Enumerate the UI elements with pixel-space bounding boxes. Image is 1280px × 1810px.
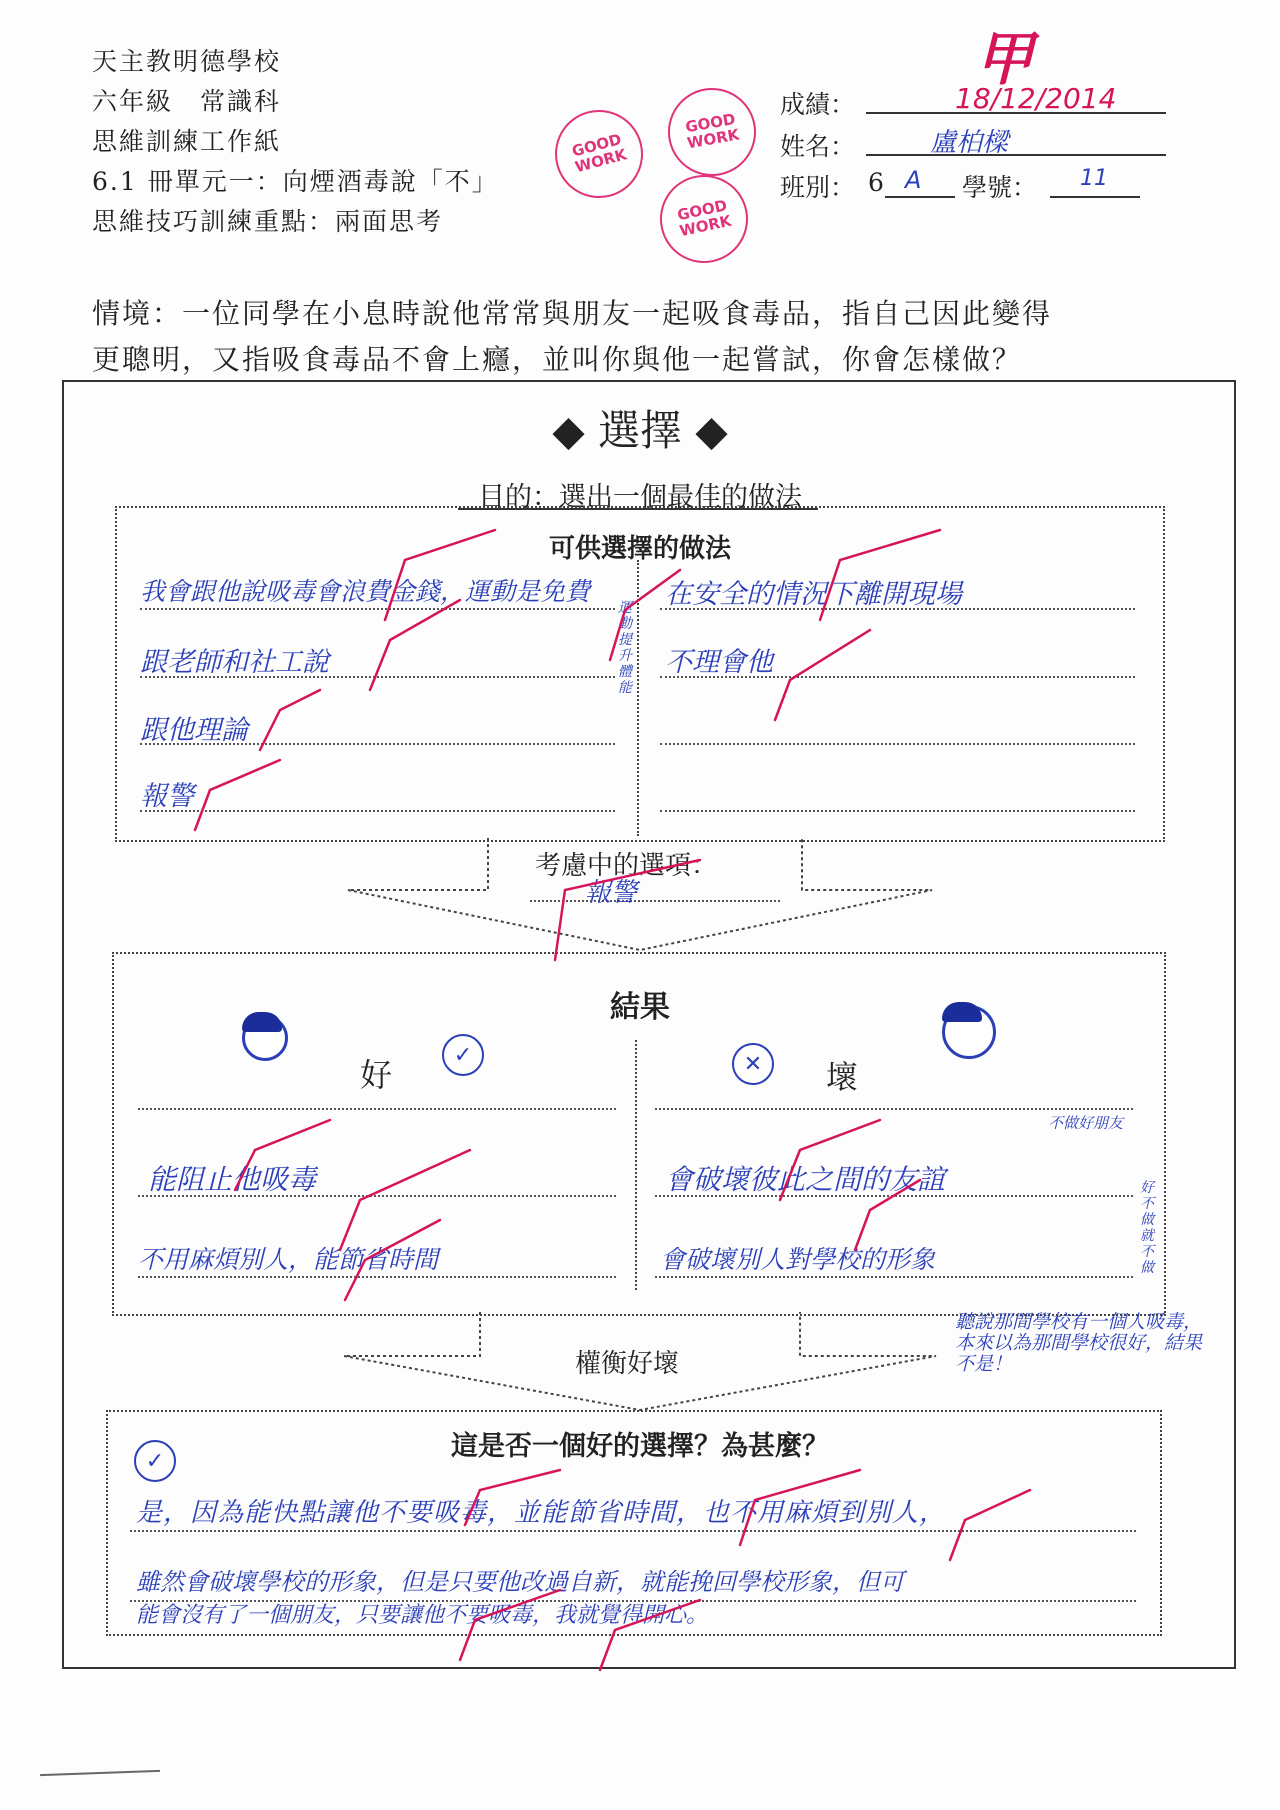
- considering-line: [530, 900, 780, 902]
- number-label: 學號：: [962, 173, 1038, 202]
- good-item-2: 不用麻煩別人，能節省時間: [138, 1245, 439, 1274]
- option-line: [140, 810, 615, 812]
- good-item-1: 能阻止他吸毒: [148, 1163, 317, 1196]
- conclusion-title: 這是否一個好的選擇？為甚麼？: [451, 1431, 829, 1462]
- bad-item-1: 會破壞彼此之間的友誼: [665, 1163, 946, 1196]
- grade-date: 18/12/2014: [955, 82, 1117, 115]
- conclusion-line: [130, 1530, 1136, 1532]
- options-divider: [637, 560, 639, 836]
- conclusion-check-icon: ✓: [134, 1440, 176, 1482]
- class-value: A: [905, 166, 922, 194]
- class-label: 班別：: [780, 173, 856, 202]
- bad-note-top: 不做好朋友: [1048, 1114, 1124, 1132]
- name-line: [866, 154, 1166, 156]
- good-label: 好: [360, 1056, 393, 1094]
- number-value: 11: [1080, 166, 1108, 191]
- weigh-label: 權衡好壞: [575, 1349, 680, 1379]
- option-line: [660, 743, 1135, 745]
- sad-face-icon: [942, 1005, 996, 1059]
- unit-title: 6.1 冊單元一：向煙酒毒說「不」: [92, 167, 499, 196]
- grade-label: 成績：: [780, 90, 856, 119]
- bad-line: [655, 1108, 1133, 1110]
- good-check-icon: ✓: [442, 1034, 484, 1076]
- corner-pen-stroke: [40, 1770, 160, 1776]
- bad-note-side: 好不做就不做: [1140, 1180, 1154, 1276]
- grade-subject: 六年級 常識科: [92, 87, 282, 116]
- name-label: 姓名：: [780, 132, 856, 161]
- bad-cross-icon: ✕: [732, 1043, 774, 1085]
- option-left-1: 我會跟他說吸毒會浪費金錢，運動是免費: [140, 577, 591, 606]
- good-work-stamp: GOOD WORK: [661, 81, 763, 183]
- result-divider: [635, 1040, 637, 1290]
- name-value: 盧柏樑: [930, 128, 1009, 158]
- good-line: [138, 1108, 616, 1110]
- good-work-stamp: GOOD WORK: [652, 167, 756, 271]
- bad-note-bottom: 聽說那間學校有一個人吸毒，本來以為那間學校很好，結果不是！: [955, 1311, 1203, 1375]
- option-right-2: 不理會他: [665, 647, 773, 678]
- scenario-line-2: 更聰明，又指吸食毒品不會上癮，並叫你與他一起嘗試，你會怎樣做？: [92, 343, 1023, 376]
- option-left-4: 報警: [140, 781, 194, 812]
- result-title: 結果: [610, 990, 670, 1025]
- class-prefix: 6: [868, 168, 884, 197]
- option-line: [660, 810, 1135, 812]
- considering-value: 報警: [585, 878, 638, 908]
- school-name: 天主教明德學校: [92, 47, 282, 76]
- section-title: ◆ 選擇 ◆: [552, 406, 728, 455]
- option-left-2: 跟老師和社工說: [140, 647, 329, 678]
- conclusion-line-2: 雖然會破壞學校的形象，但是只要他改過自新，就能挽回學校形象，但可: [136, 1568, 904, 1596]
- scenario-line-1: 情境：一位同學在小息時說他常常與朋友一起吸食毒品，指自己因此變得: [92, 297, 1053, 330]
- worksheet-title: 思維訓練工作紙: [92, 127, 282, 156]
- considering-label: 考慮中的選項：: [535, 851, 718, 881]
- skill-focus: 思維技巧訓練重點：兩面思考: [92, 207, 444, 236]
- option-line: [140, 608, 615, 610]
- good-work-stamp: GOOD WORK: [545, 100, 653, 208]
- purpose: 目的：選出一個最佳的做法: [478, 482, 802, 513]
- option-side-note: 運動提升體能: [618, 600, 632, 696]
- bad-label: 壞: [826, 1058, 859, 1096]
- good-line: [138, 1276, 616, 1278]
- number-line: [1050, 196, 1140, 198]
- conclusion-line-1: 是，因為能快點讓他不要吸毒，並能節省時間，也不用麻煩到別人，: [136, 1498, 947, 1528]
- option-right-1: 在安全的情況下離開現場: [665, 579, 962, 610]
- bad-item-2: 會破壞別人對學校的形象: [660, 1245, 936, 1274]
- conclusion-line-3: 能會沒有了一個朋友，只要讓他不要吸毒，我就覺得開心。: [136, 1603, 709, 1628]
- bad-line: [655, 1276, 1133, 1278]
- option-left-3: 跟他理論: [140, 715, 248, 746]
- happy-face-icon: [242, 1015, 288, 1061]
- grade-value: 甲: [975, 25, 1034, 93]
- options-title: 可供選擇的做法: [548, 534, 731, 564]
- class-line: [885, 196, 955, 198]
